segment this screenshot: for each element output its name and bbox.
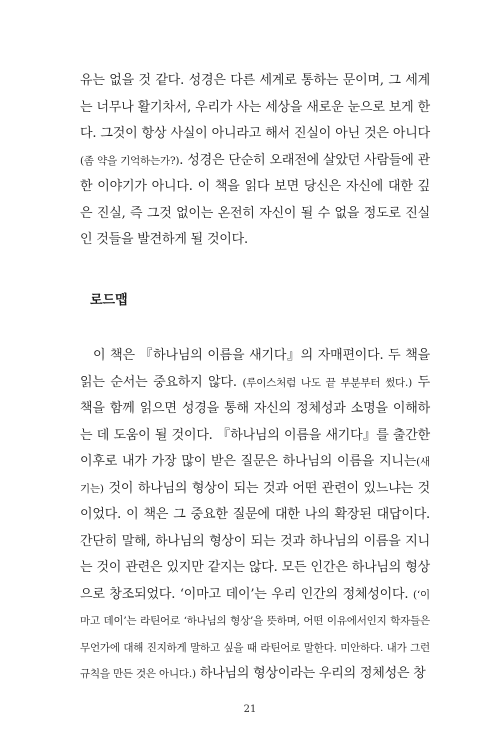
paragraph-intro-aside: (좀 약을 기억하는가?) [80, 154, 180, 167]
paragraph-intro-text-1: 유는 없을 것 같다. 성경은 다른 세계로 통하는 문이며, 그 세계는 너무나 활기차서, 우리가 사는 세상을 새로운 눈으로 보게 한다. 그것이 항상 사실이 아니라고 해서 진실이 아닌 것은 아니다 [80, 73, 430, 141]
paragraph-roadmap-text-2: 두 책을 함께 읽으면 성경을 통해 자신의 정체성과 소명을 이해하는 데 도움이 될 것이다. 『하나님의 이름을 새기다』를 출간한 이후로 내가 가장 많이 받은 질문은 하나님의 이름을 지니는 [80, 374, 430, 469]
paragraph-roadmap [80, 343, 430, 688]
paragraph-roadmap-aside-1: (루이스처럼 나도 끝 부분부터 썼다.) [242, 376, 412, 389]
section-heading: 로드맵 [90, 293, 128, 308]
paragraph-intro-text-2: . 성경은 단순히 오래전에 살았던 사람들에 관한 이야기가 아니다. 이 책을 읽다 보면 당신은 자신에 대한 깊은 진실, 즉 그것 없이는 온전히 자신이 될 수 없을 정도로 진실인 것들을 발견하게 될 것이다. [80, 152, 430, 247]
paragraph-intro [80, 68, 430, 254]
paragraph-roadmap-aside-3: (‘이마고 데이’는 라틴어로 ‘하나님의 형상’을 뜻하며, 어떤 이유에서인지 학자들은 무언가에 대해 진지하게 말하고 싶을 때 라틴어로 말한다. 미안하다. 내가 그런 규칙을 만든 것은 아니다.) [80, 588, 430, 680]
page-number: 21 [243, 704, 257, 715]
paragraph-roadmap-aside-2: (새기는) [80, 456, 430, 495]
paragraph-roadmap-text-3: 것이 하나님의 형상이 되는 것과 어떤 관련이 있느냐는 것이었다. 이 책은 그 중요한 질문에 대한 나의 확장된 대답이다. 간단히 말해, 하나님의 형상이 되는 것과 하나님의 이름을 지니는 것이 관련은 있지만 같지는 않다. 모든 인간은 하나님의 형상으로 창조되었다. ‘이마고 데이’는 우리 인간의 정체성이다. [80, 480, 430, 602]
paragraph-roadmap-text-4: 하나님의 형상이라는 우리의 정체성은 창 [195, 666, 426, 681]
paragraph-roadmap-text-1: 이 책은 『하나님의 이름을 새기다』의 자매편이다. 두 책을 읽는 순서는 중요하지 않다. [80, 348, 430, 390]
